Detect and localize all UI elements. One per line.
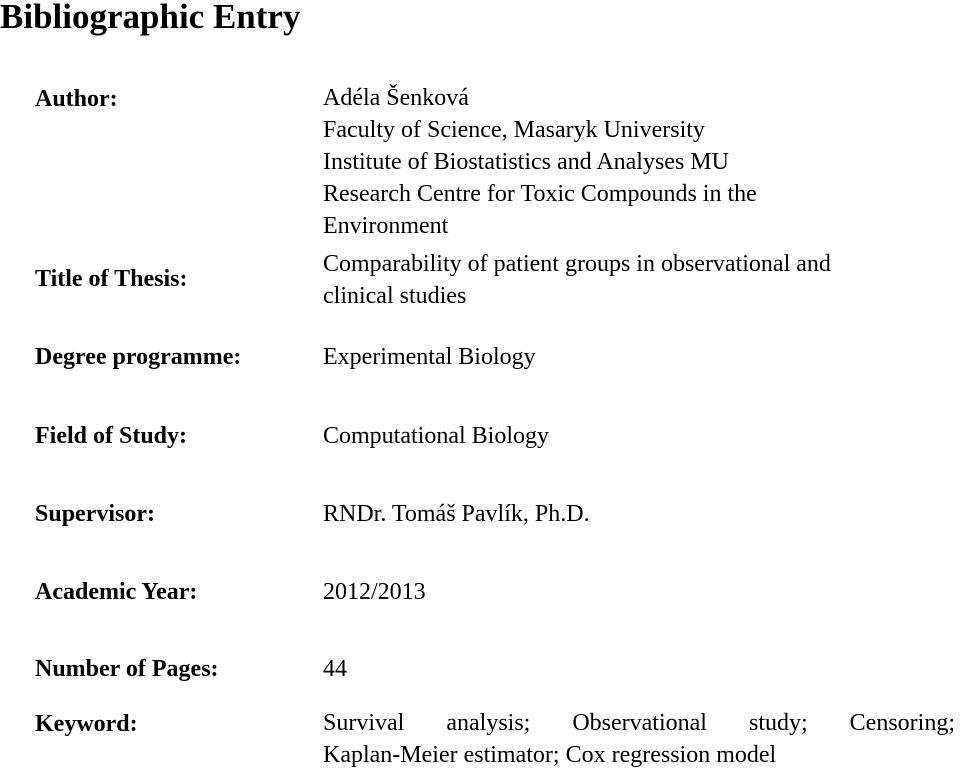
- number-of-pages-label: Number of Pages:: [35, 656, 219, 682]
- field-of-study-value: Computational Biology: [323, 423, 549, 449]
- thesis-title-value: [323, 248, 831, 312]
- number-of-pages-value: 44: [323, 656, 347, 682]
- keyword-value: [323, 707, 955, 771]
- thesis-title-line-1: Comparability of patient groups in observational and: [323, 251, 831, 277]
- author-research-centre-cont: Environment: [323, 213, 449, 239]
- keyword-line-2: Kaplan-Meier estimator; Cox regression model: [323, 742, 777, 768]
- academic-year-label: Academic Year:: [35, 579, 198, 605]
- author-label: Author:: [35, 86, 118, 112]
- author-value: [323, 82, 757, 242]
- academic-year-value: 2012/2013: [323, 579, 426, 605]
- degree-programme-value: Experimental Biology: [323, 344, 536, 370]
- keyword-label: Keyword:: [35, 711, 138, 737]
- supervisor-value: RNDr. Tomáš Pavlík, Ph.D.: [323, 501, 590, 527]
- page-title: Bibliographic Entry: [0, 0, 301, 36]
- field-of-study-label: Field of Study:: [35, 423, 188, 449]
- thesis-title-label: Title of Thesis:: [35, 266, 188, 292]
- author-name: Adéla Šenková: [323, 85, 469, 111]
- keyword-line-1: Survival analysis; Observational study; Censoring;: [323, 710, 955, 736]
- thesis-title-line-2: clinical studies: [323, 283, 467, 309]
- author-institute: Institute of Biostatistics and Analyses MU: [323, 149, 729, 175]
- degree-programme-label: Degree programme:: [35, 344, 242, 370]
- author-research-centre: Research Centre for Toxic Compounds in the: [323, 181, 757, 207]
- author-faculty: Faculty of Science, Masaryk University: [323, 117, 705, 143]
- supervisor-label: Supervisor:: [35, 501, 155, 527]
